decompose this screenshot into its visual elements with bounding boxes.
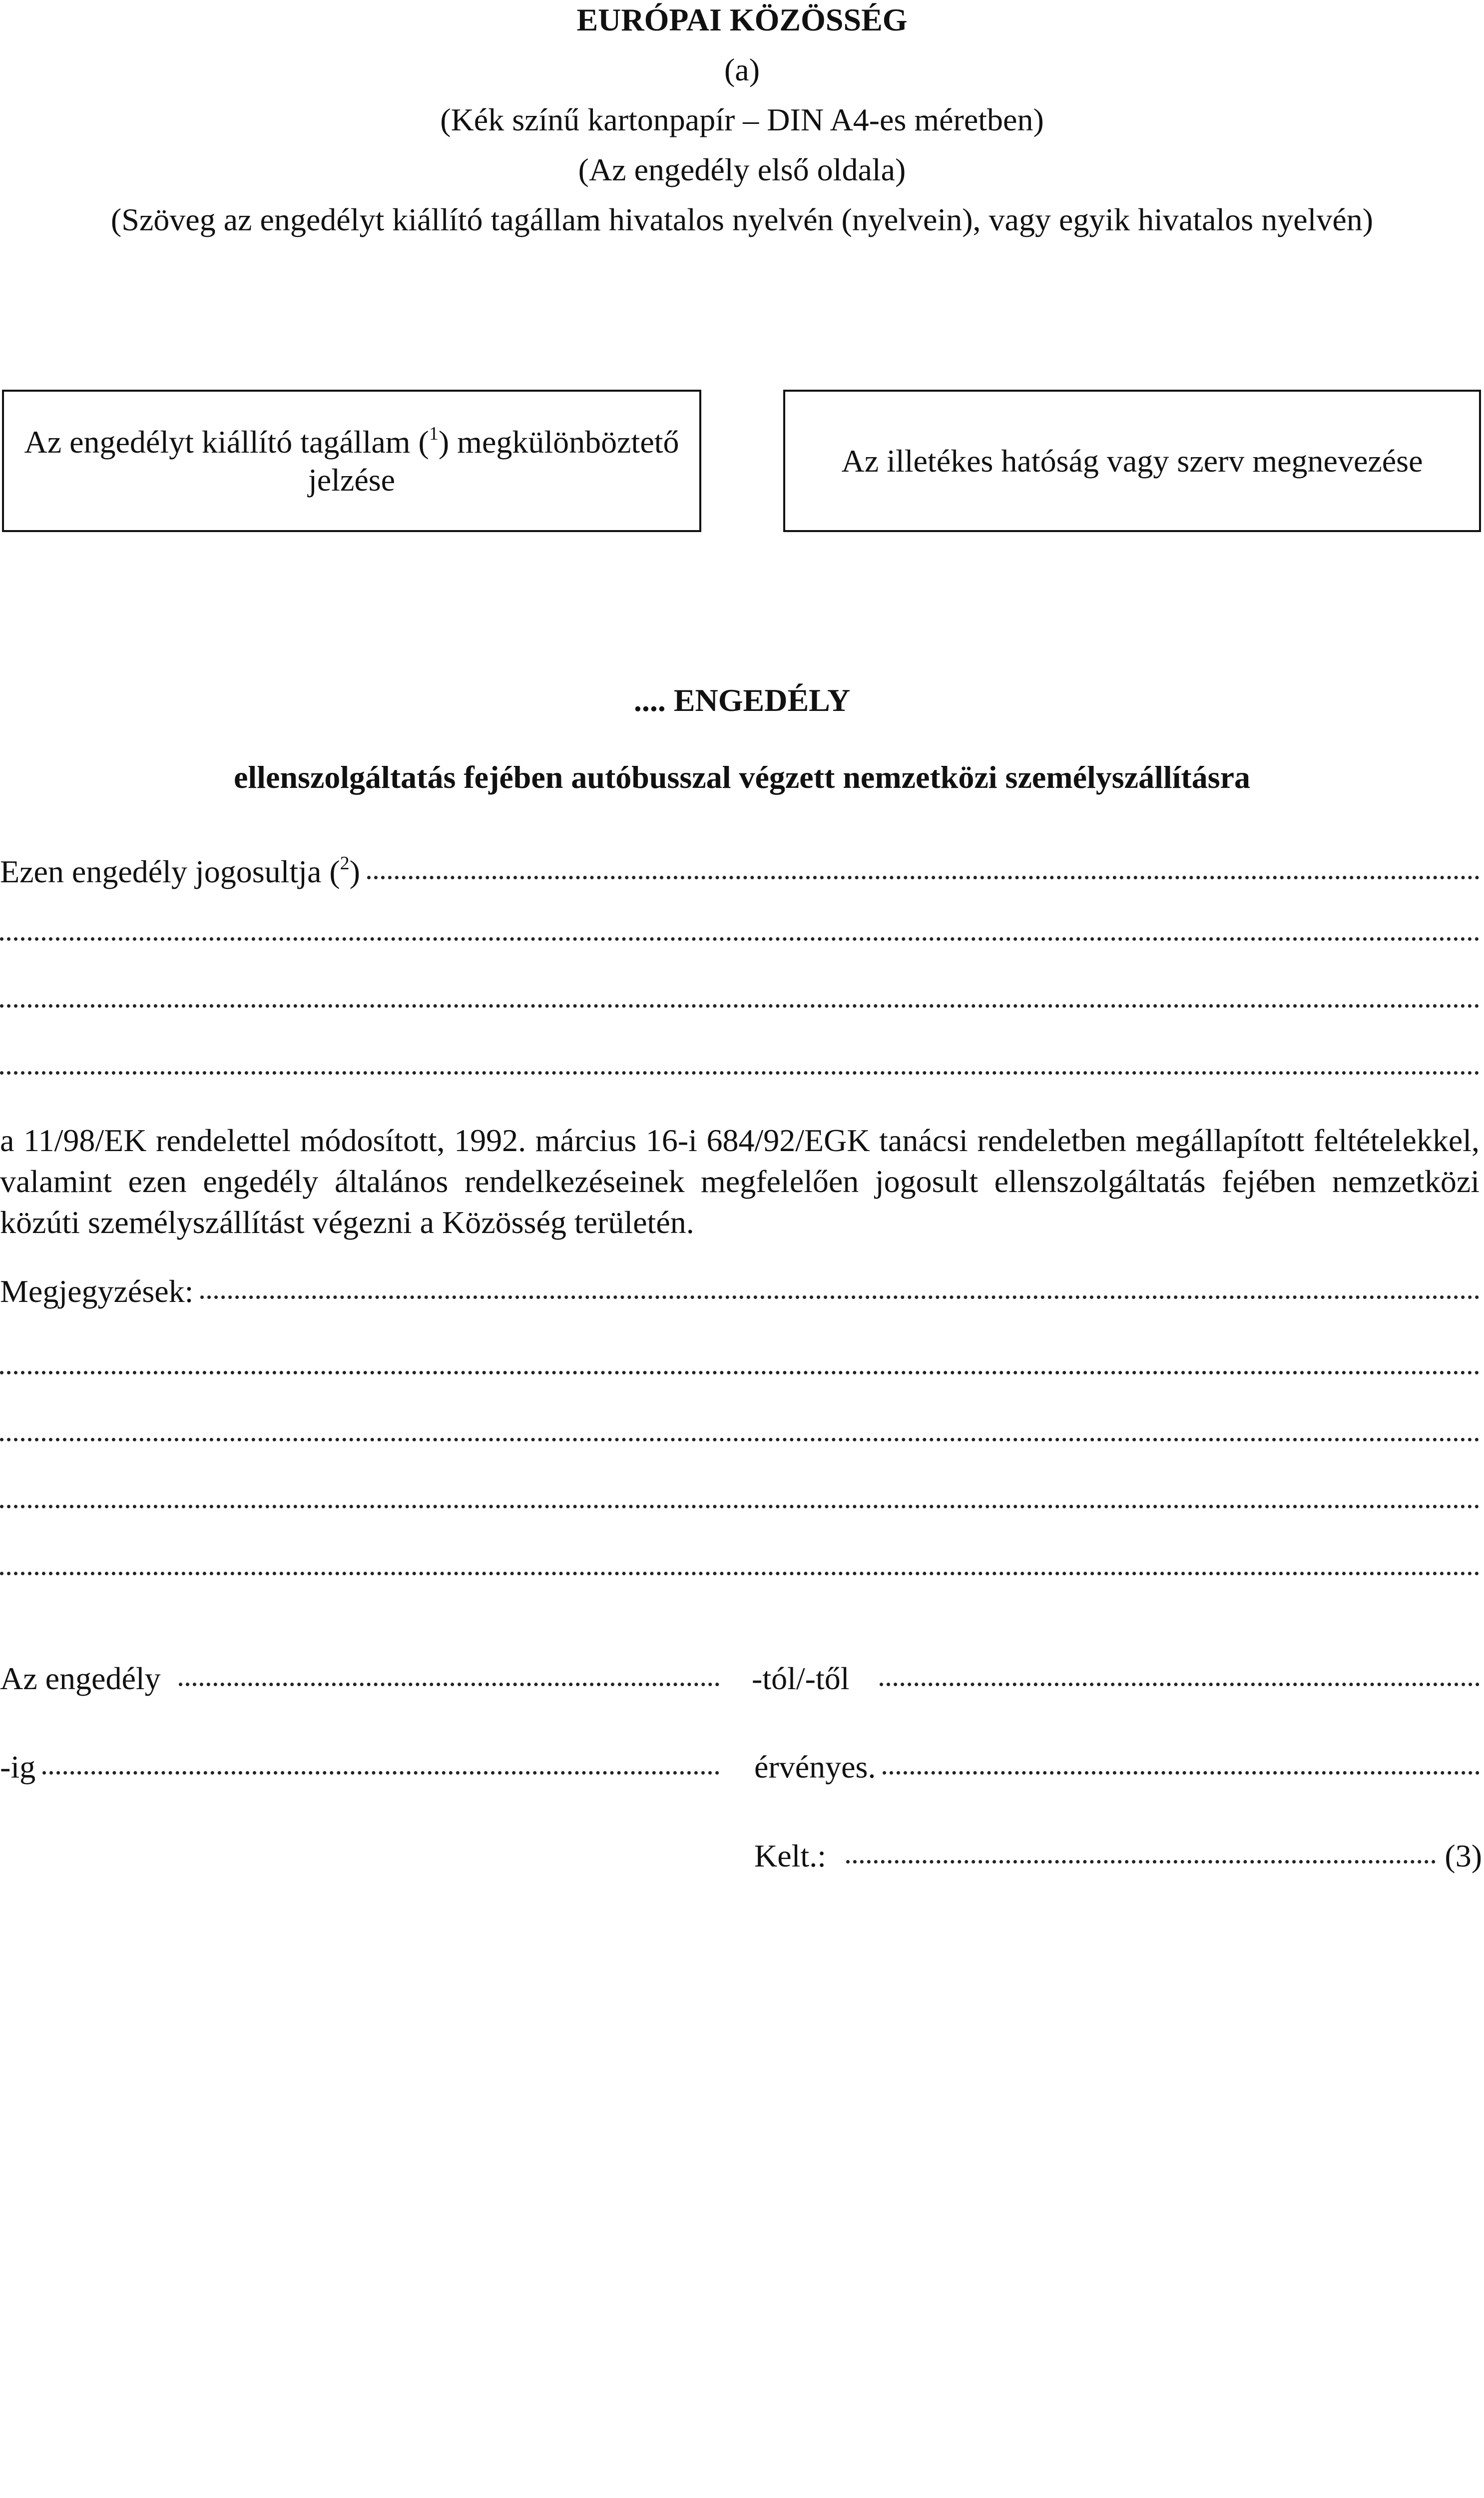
- date-label: Kelt.:: [754, 1838, 826, 1874]
- authority-box: [783, 390, 1481, 532]
- from-suffix-dotted-line: [880, 1683, 1480, 1686]
- header-page-note: (Az engedély első oldala): [578, 152, 906, 187]
- permit-title: .... ENGEDÉLY: [633, 682, 851, 718]
- remarks-dotted-line-3: [0, 1438, 1480, 1441]
- valid-word-row: [754, 1747, 1480, 1787]
- remarks-row: [0, 1271, 1480, 1311]
- holder-dotted-line-2: [0, 937, 1480, 941]
- holder-dotted-line-4: [0, 1071, 1480, 1075]
- from-suffix-row: [752, 1659, 1480, 1699]
- valid-from-dotted-line: [179, 1683, 719, 1686]
- remarks-dotted-line-2: [0, 1371, 1480, 1374]
- holder-dotted-line-3: [0, 1004, 1480, 1008]
- date-dotted-line: [846, 1860, 1436, 1864]
- issuing-state-box: [2, 390, 701, 532]
- valid-word: érvényes.: [754, 1749, 876, 1785]
- valid-label: Az engedély: [0, 1661, 161, 1696]
- issuing-state-label: Az engedélyt kiállító tagállam ($^1$) megkülönböztető jelzése: [24, 423, 679, 498]
- document-title: EURÓPAI KÖZÖSSÉG: [576, 2, 908, 37]
- remarks-dotted-line-4: [0, 1505, 1480, 1508]
- remarks-label: Megjegyzések:: [0, 1273, 194, 1309]
- header-paper-note: (Kék színű kartonpapír – DIN A4-es méretben): [440, 102, 1044, 137]
- permit-body-text: a 11/98/EK rendelettel módosított, 1992. március 16-i 684/92/EGK tanácsi rendeletben megállapított feltételekkel, valamint ezen engedély általános rendelkezéseinek megfelelően jogosult ellenszolgáltatás fejében nemzetközi közúti személyszállítást végezni a Közösség területén.: [0, 1123, 1480, 1240]
- header-sub-a: (a): [724, 52, 760, 87]
- until-dotted-line: [42, 1771, 719, 1775]
- from-suffix-label: -tól/-től: [752, 1661, 850, 1696]
- holder-label: Ezen engedély jogosultja ($^2$): [0, 853, 360, 889]
- holder-row: [0, 852, 1480, 892]
- holder-dotted-line: [367, 876, 1480, 879]
- valid-from-row: [0, 1659, 719, 1699]
- authority-label: Az illetékes hatóság vagy szerv megnevezése: [841, 443, 1423, 479]
- date-row: [754, 1836, 1482, 1876]
- footnote-ref-1: 1: [429, 423, 439, 444]
- valid-until-row: [0, 1747, 719, 1787]
- date-footnote-ref: (3): [1445, 1838, 1482, 1874]
- remarks-dotted-line: [200, 1295, 1480, 1299]
- until-label: -ig: [0, 1749, 36, 1785]
- header-language-note: (Szöveg az engedélyt kiállító tagállam hivatalos nyelvén (nyelvein), vagy egyik hivatalos nyelvén): [110, 202, 1374, 237]
- valid-word-dotted-line: [883, 1771, 1480, 1775]
- permit-subtitle: ellenszolgáltatás fejében autóbusszal végzett nemzetközi személyszállításra: [233, 759, 1251, 795]
- remarks-dotted-line-5: [0, 1572, 1480, 1575]
